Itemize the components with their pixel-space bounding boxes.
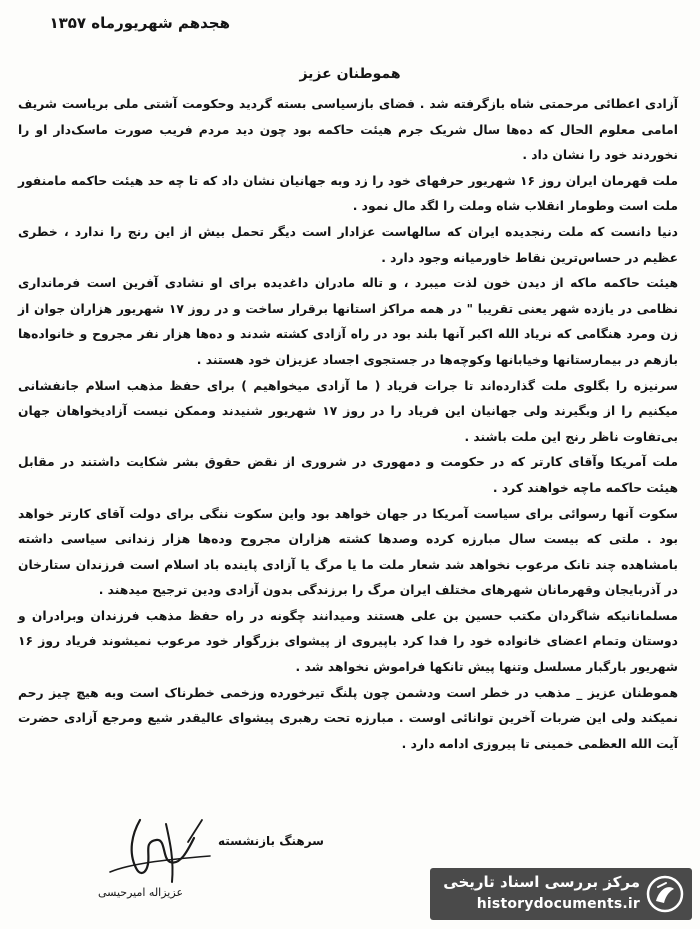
paragraph: مسلمانانیکه شاگردان مکتب حسین بن علی هستند ومیدانند چگونه در راه حفظ مذهب فرزندان وبرادران و دوستان وتمام اعضای خانواده خود را فدا کرد باپیروی از پیشوای بزرگوار خود مرعوب نمیشوند فریاد روز ۱۶ شهریور بارگبار مسلسل وتنها پیش تانکها فراموش نخواهد شد . xyxy=(18,608,678,675)
paragraph: سرنیزه را بگلوی ملت گذارده‌اند تا جرات فریاد ( ما آزادی میخواهیم ) برای حفظ مذهب اسلام جانفشانی میکنیم را از وبگیرند ولی جهانیان این فریاد را در روز ۱۷ شهریور شنیدند وممکن نیست آزادیخواهان جهان بی‌تفاوت ناظر رنج این ملت باشند . xyxy=(18,378,678,444)
paragraph: هیئت حاکمه ماکه از دیدن خون لذت میبرد ، و تاله مادران داغدیده برای او نشادی آفرین است فرمانداری نظامی در یازده شهر یعنی تقریبا " در همه مراکز استانها برقرار ساخت و در روز ۱۷ شهریور هزاران جوان از زن ومرد هنگامی که نریاد الله اکبر آنها بلند بود در راه آزادی کشته شدند و ده‌ها هزار نفر مجروح و خانواده‌ها بازهم در بیمارستانها وخیابانها وکوچه‌ها در جستجوی اجساد عزیزان خود هستند . xyxy=(18,276,679,367)
signature-title: سرهنگ بازنشسته xyxy=(218,834,324,848)
paragraph: هموطنان عزیز _ مذهب در خطر است ودشمن چون پلنگ تیرخورده وزخمی خطرناک است وبه هیچ چیز رحم نمیکند ولی این ضربات آخرین توانائی اوست . مبارزه تحت رهبری پیشوای عالیقدر شیع ومرجع آزادی حضرت آیت الله العظمی خمینی تا پیروزی ادامه دارد . xyxy=(18,685,678,751)
watermark-badge xyxy=(430,868,692,920)
paragraph: آزادی اعطائی مرحمتی شاه بازگرفته شد . فضای بازسیاسی بسته گردید وحکومت آشتی ملی بریاست شریف امامی معلوم الحال که ده‌ها سال شریک جرم هیئت حاکمه بود چون دید مردم فریب صورت ماسک‌دار او را نخوردند خود را نشان داد . xyxy=(18,97,678,163)
document-date: هجدهم شهریورماه ۱۳۵۷ xyxy=(49,14,230,32)
document-body xyxy=(18,92,678,757)
handwritten-signature xyxy=(70,812,230,892)
paragraph: دنیا دانست که ملت رنجدیده ایران که سالهاست عزادار است دیگر تحمل بیش از این رنج را ندارد ، خطری عظیم در حساس‌ترین نقاط خاورمیانه وجود دارد . xyxy=(18,224,678,265)
paragraph: ملت آمریکا وآقای کارتر که در حکومت و دمهوری در شروری از نقض حقوق بشر شکایت داشتند در مقابل هیئت حاکمه ماچه خواهند کرد . xyxy=(18,455,678,495)
document-greeting: هموطنان عزیز xyxy=(299,66,401,82)
archive-seal-icon xyxy=(646,875,684,913)
paragraph: ملت قهرمان ایران روز ۱۶ شهریور حرفهای خود را زد وبه جهانیان نشان داد که تا چه حد هیئت حاکمه مامنفور ملت است وطومار انقلاب شاه وملت را لگد مال نمود . xyxy=(18,173,678,214)
watermark-title: مرکز بررسی اسناد تاریخی xyxy=(443,873,640,891)
watermark-url: historydocuments.ir xyxy=(476,896,640,912)
signature-name: عزیزاله امیرحیسی xyxy=(98,886,184,899)
paragraph: سکوت آنها رسوائی برای سیاست آمریکا در جهان خواهد بود واین سکوت ننگی برای دولت آقای کارتر خواهد بود . ملتی که بیست سال مبارزه کرده وصدها کشته هزاران مجروح وده‌ها هزار زندانی سیاسی داشته بامشاهده چند تانک مرعوب نخواهد شد شعار ملت ما یا مرگ یا آزادی پاینده باد اسلام است فرزندان ستارخان در آذربایجان وقهرمانان شهرهای مختلف ایران مرگ را برزندگی بدون آزادی ودین ترجیح میدهند . xyxy=(18,506,678,598)
signature-block xyxy=(70,812,330,902)
